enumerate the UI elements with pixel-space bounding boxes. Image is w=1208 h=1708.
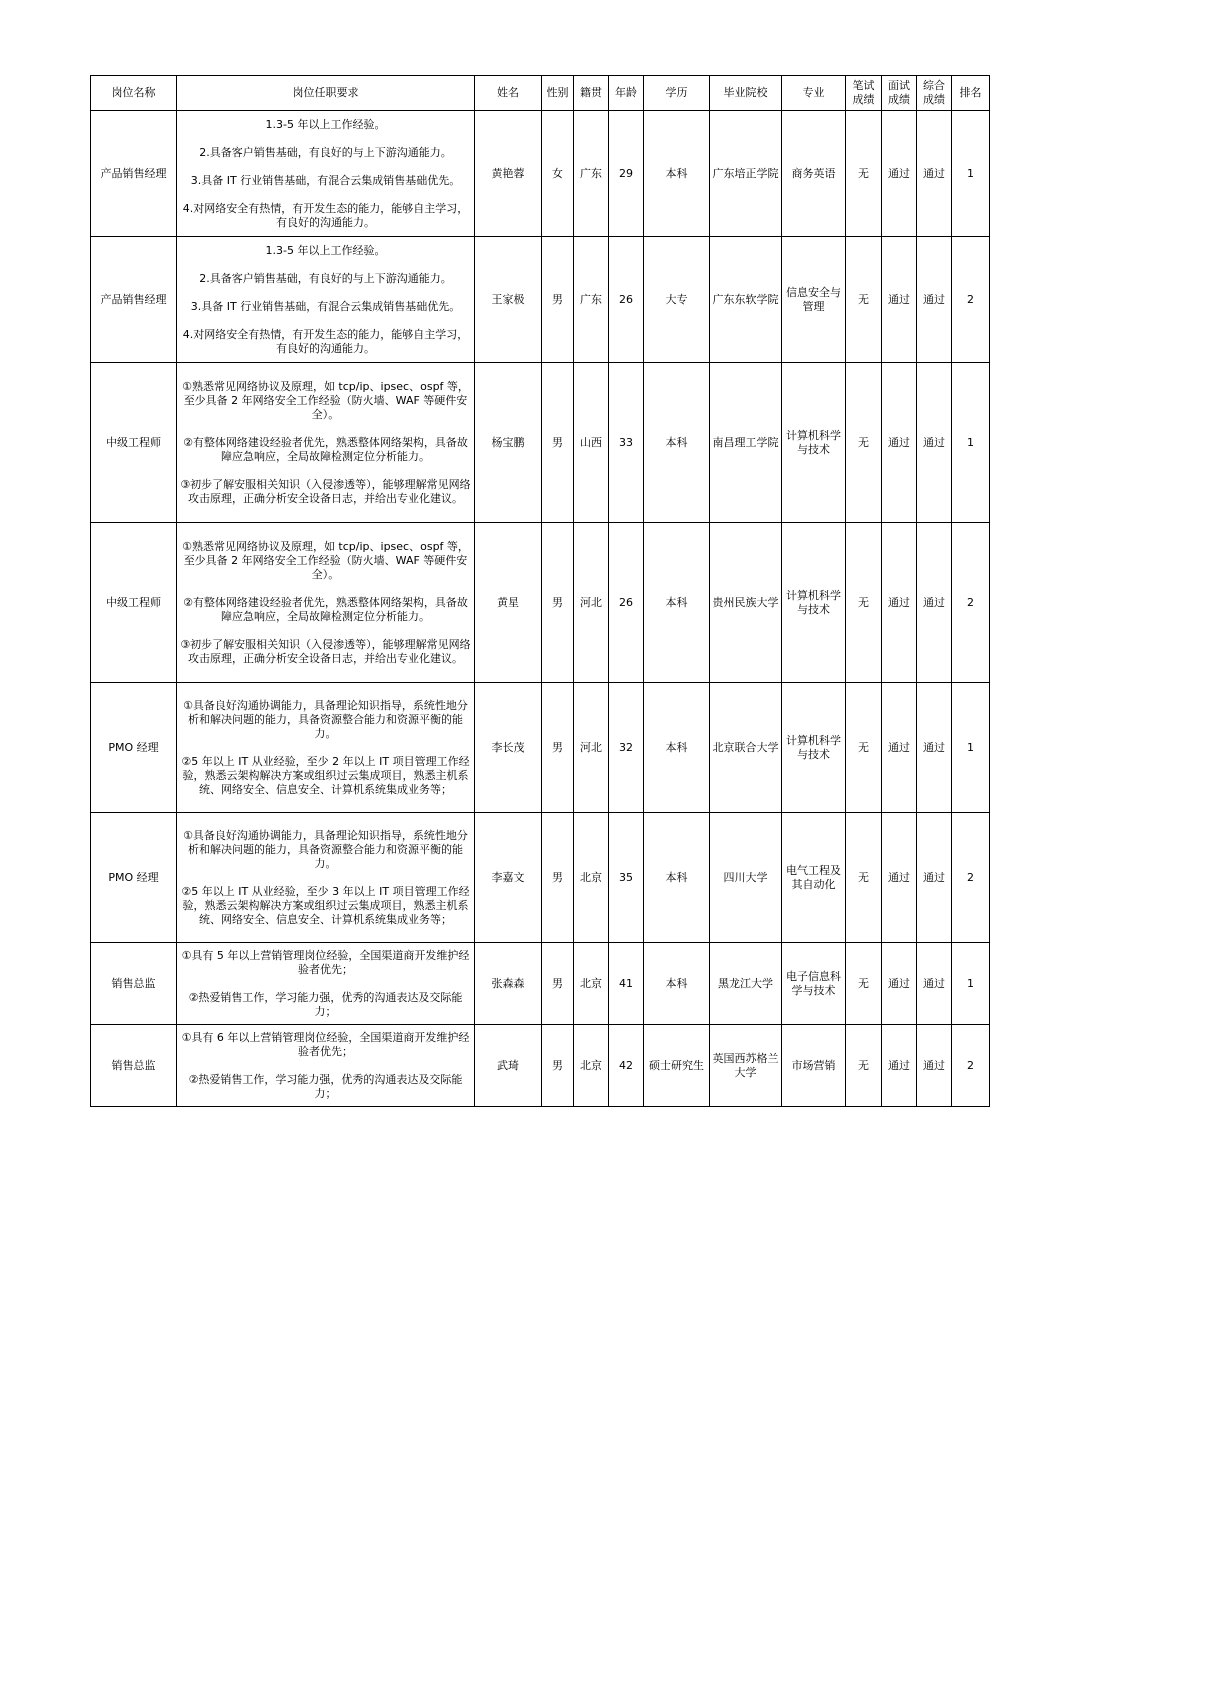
name-cell: 王家极: [475, 237, 542, 363]
gender-cell: 男: [542, 363, 574, 523]
written-score-cell: 无: [846, 363, 882, 523]
school-cell: 北京联合大学: [710, 683, 782, 813]
header-age: 年龄: [609, 76, 644, 111]
requirements-cell: [177, 683, 475, 813]
position-cell: PMO 经理: [91, 683, 177, 813]
major-cell: 计算机科学与技术: [782, 683, 846, 813]
requirements-cell: [177, 237, 475, 363]
written-score-cell: 无: [846, 1025, 882, 1107]
rank-cell: 2: [952, 1025, 990, 1107]
written-score-cell: 无: [846, 813, 882, 943]
table-row: [91, 523, 990, 683]
position-cell: 产品销售经理: [91, 237, 177, 363]
header-education: 学历: [644, 76, 710, 111]
requirement-item: ③初步了解安服相关知识（入侵渗透等），能够理解常见网络攻击原理，正确分析安全设备日志，并给出专业化建议。: [180, 637, 471, 665]
position-cell: 销售总监: [91, 943, 177, 1025]
school-cell: 英国西苏格兰大学: [710, 1025, 782, 1107]
school-cell: 黑龙江大学: [710, 943, 782, 1025]
age-cell: 42: [609, 1025, 644, 1107]
table-row: [91, 813, 990, 943]
hometown-cell: 北京: [574, 813, 609, 943]
header-written: 笔试成绩: [846, 76, 882, 111]
header-interview: 面试成绩: [882, 76, 917, 111]
gender-cell: 男: [542, 1025, 574, 1107]
requirement-item: ②有整体网络建设经验者优先，熟悉整体网络架构，具备故障应急响应，全局故障检测定位分析能力。: [183, 435, 468, 463]
name-cell: 李嘉文: [475, 813, 542, 943]
hometown-cell: 山西: [574, 363, 609, 523]
requirement-item: ②有整体网络建设经验者优先，熟悉整体网络架构，具备故障应急响应，全局故障检测定位分析能力。: [183, 595, 468, 623]
hometown-cell: 北京: [574, 1025, 609, 1107]
interview-score-cell: 通过: [882, 111, 917, 237]
header-major: 专业: [782, 76, 846, 111]
overall-score-cell: 通过: [917, 1025, 952, 1107]
header-name: 姓名: [475, 76, 542, 111]
requirement-item: ③初步了解安服相关知识（入侵渗透等），能够理解常见网络攻击原理，正确分析安全设备日志，并给出专业化建议。: [180, 477, 471, 505]
table-row: [91, 943, 990, 1025]
requirement-item: 4.对网络安全有热情，有开发生态的能力，能够自主学习，有良好的沟通能力。: [182, 327, 469, 355]
overall-score-cell: 通过: [917, 813, 952, 943]
major-cell: 计算机科学与技术: [782, 363, 846, 523]
hometown-cell: 河北: [574, 683, 609, 813]
table-header: [91, 76, 990, 111]
requirement-item: ①具备良好沟通协调能力，具备理论知识指导，系统性地分析和解决问题的能力，具备资源整合能力和资源平衡的能力。: [183, 828, 468, 870]
table-row: [91, 111, 990, 237]
header-requirements: 岗位任职要求: [177, 76, 475, 111]
education-cell: 本科: [644, 111, 710, 237]
school-cell: 贵州民族大学: [710, 523, 782, 683]
hometown-cell: 北京: [574, 943, 609, 1025]
interview-score-cell: 通过: [882, 363, 917, 523]
hometown-cell: 广东: [574, 111, 609, 237]
table-row: [91, 1025, 990, 1107]
overall-score-cell: 通过: [917, 523, 952, 683]
position-cell: 产品销售经理: [91, 111, 177, 237]
requirement-item: ①具备良好沟通协调能力，具备理论知识指导，系统性地分析和解决问题的能力，具备资源整合能力和资源平衡的能力。: [183, 698, 468, 740]
requirement-item: 3.具备 IT 行业销售基础，有混合云集成销售基础优先。: [190, 299, 461, 313]
rank-cell: 2: [952, 813, 990, 943]
interview-score-cell: 通过: [882, 813, 917, 943]
header-overall: 综合成绩: [917, 76, 952, 111]
requirement-item: ②热爱销售工作，学习能力强，优秀的沟通表达及交际能力；: [188, 990, 463, 1018]
requirement-item: ②热爱销售工作，学习能力强，优秀的沟通表达及交际能力；: [188, 1072, 463, 1100]
overall-score-cell: 通过: [917, 943, 952, 1025]
rank-cell: 1: [952, 683, 990, 813]
position-cell: 中级工程师: [91, 523, 177, 683]
overall-score-cell: 通过: [917, 683, 952, 813]
major-cell: 电气工程及其自动化: [782, 813, 846, 943]
written-score-cell: 无: [846, 523, 882, 683]
interview-score-cell: 通过: [882, 237, 917, 363]
age-cell: 32: [609, 683, 644, 813]
name-cell: 杨宝鹏: [475, 363, 542, 523]
hometown-cell: 广东: [574, 237, 609, 363]
major-cell: 信息安全与管理: [782, 237, 846, 363]
requirement-item: 2.具备客户销售基础，有良好的与上下游沟通能力。: [199, 271, 452, 285]
gender-cell: 男: [542, 943, 574, 1025]
rank-cell: 2: [952, 523, 990, 683]
education-cell: 本科: [644, 813, 710, 943]
requirements-cell: [177, 943, 475, 1025]
school-cell: 南昌理工学院: [710, 363, 782, 523]
education-cell: 硕士研究生: [644, 1025, 710, 1107]
rank-cell: 1: [952, 363, 990, 523]
education-cell: 本科: [644, 363, 710, 523]
gender-cell: 男: [542, 813, 574, 943]
requirement-item: 4.对网络安全有热情，有开发生态的能力，能够自主学习，有良好的沟通能力。: [182, 201, 469, 229]
name-cell: 李长茂: [475, 683, 542, 813]
gender-cell: 男: [542, 237, 574, 363]
rank-cell: 1: [952, 943, 990, 1025]
school-cell: 广东培正学院: [710, 111, 782, 237]
age-cell: 33: [609, 363, 644, 523]
requirements-cell: [177, 813, 475, 943]
written-score-cell: 无: [846, 943, 882, 1025]
written-score-cell: 无: [846, 237, 882, 363]
gender-cell: 女: [542, 111, 574, 237]
overall-score-cell: 通过: [917, 111, 952, 237]
requirements-cell: [177, 523, 475, 683]
requirement-item: ①具有 5 年以上营销管理岗位经验，全国渠道商开发维护经验者优先；: [181, 948, 470, 976]
rank-cell: 1: [952, 111, 990, 237]
name-cell: 张森森: [475, 943, 542, 1025]
written-score-cell: 无: [846, 111, 882, 237]
requirement-item: ②5 年以上 IT 从业经验，至少 3 年以上 IT 项目管理工作经验，熟悉云架构解决方案或组织过云集成项目，熟悉主机系统、网络安全、信息安全、计算机系统集成业务等；: [181, 884, 470, 926]
hometown-cell: 河北: [574, 523, 609, 683]
position-cell: 中级工程师: [91, 363, 177, 523]
age-cell: 26: [609, 523, 644, 683]
school-cell: 广东东软学院: [710, 237, 782, 363]
requirement-item: ①熟悉常见网络协议及原理，如 tcp/ip、ipsec、ospf 等，至少具备 2 年网络安全工作经验（防火墙、WAF 等硬件安全）。: [182, 539, 469, 581]
major-cell: 商务英语: [782, 111, 846, 237]
table-row: [91, 683, 990, 813]
school-cell: 四川大学: [710, 813, 782, 943]
education-cell: 本科: [644, 943, 710, 1025]
table-row: [91, 363, 990, 523]
education-cell: 本科: [644, 683, 710, 813]
education-cell: 本科: [644, 523, 710, 683]
header-gender: 性别: [542, 76, 574, 111]
requirement-item: ①熟悉常见网络协议及原理，如 tcp/ip、ipsec、ospf 等，至少具备 2 年网络安全工作经验（防火墙、WAF 等硬件安全）。: [182, 379, 469, 421]
requirement-item: 1.3-5 年以上工作经验。: [265, 243, 386, 257]
requirements-cell: [177, 1025, 475, 1107]
gender-cell: 男: [542, 523, 574, 683]
rank-cell: 2: [952, 237, 990, 363]
requirement-item: 1.3-5 年以上工作经验。: [265, 117, 386, 131]
interview-score-cell: 通过: [882, 683, 917, 813]
name-cell: 黄艳蓉: [475, 111, 542, 237]
major-cell: 电子信息科学与技术: [782, 943, 846, 1025]
major-cell: 市场营销: [782, 1025, 846, 1107]
name-cell: 黄星: [475, 523, 542, 683]
candidate-table: [90, 75, 990, 1107]
requirement-item: ①具有 6 年以上营销管理岗位经验，全国渠道商开发维护经验者优先；: [181, 1030, 470, 1058]
header-school: 毕业院校: [710, 76, 782, 111]
requirement-item: 3.具备 IT 行业销售基础，有混合云集成销售基础优先。: [190, 173, 461, 187]
age-cell: 29: [609, 111, 644, 237]
written-score-cell: 无: [846, 683, 882, 813]
position-cell: PMO 经理: [91, 813, 177, 943]
header-row: [91, 76, 990, 111]
major-cell: 计算机科学与技术: [782, 523, 846, 683]
requirements-cell: [177, 111, 475, 237]
header-hometown: 籍贯: [574, 76, 609, 111]
interview-score-cell: 通过: [882, 1025, 917, 1107]
name-cell: 武琦: [475, 1025, 542, 1107]
requirement-item: 2.具备客户销售基础，有良好的与上下游沟通能力。: [199, 145, 452, 159]
age-cell: 35: [609, 813, 644, 943]
table-body: [91, 111, 990, 1107]
table-row: [91, 237, 990, 363]
gender-cell: 男: [542, 683, 574, 813]
age-cell: 41: [609, 943, 644, 1025]
overall-score-cell: 通过: [917, 363, 952, 523]
education-cell: 大专: [644, 237, 710, 363]
position-cell: 销售总监: [91, 1025, 177, 1107]
overall-score-cell: 通过: [917, 237, 952, 363]
header-rank: 排名: [952, 76, 990, 111]
requirements-cell: [177, 363, 475, 523]
requirement-item: ②5 年以上 IT 从业经验，至少 2 年以上 IT 项目管理工作经验，熟悉云架构解决方案或组织过云集成项目，熟悉主机系统、网络安全、信息安全、计算机系统集成业务等；: [181, 754, 470, 796]
interview-score-cell: 通过: [882, 523, 917, 683]
interview-score-cell: 通过: [882, 943, 917, 1025]
header-position: 岗位名称: [91, 76, 177, 111]
age-cell: 26: [609, 237, 644, 363]
